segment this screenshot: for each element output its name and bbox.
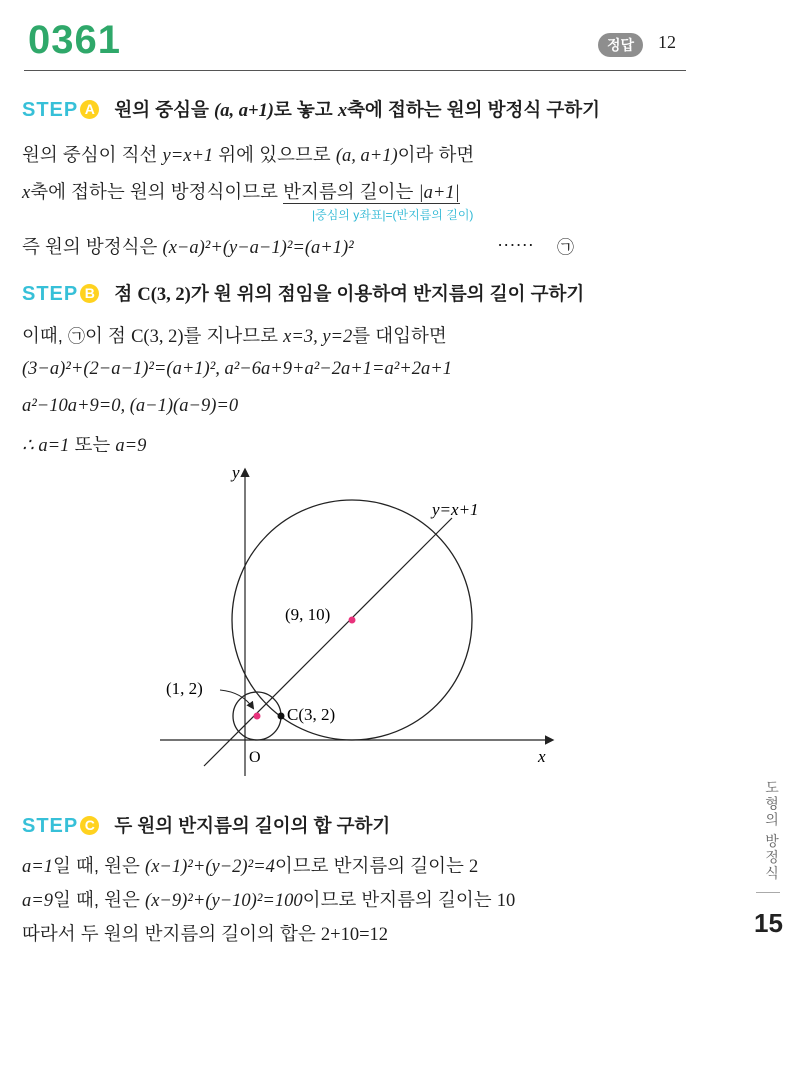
text: 즉 원의 방정식은 <box>22 236 163 257</box>
small-center-dot <box>254 713 261 720</box>
step-a-line-1 <box>22 141 474 167</box>
circle-equation: (x−a)²+(y−a−1)²=(a+1)² <box>162 238 354 258</box>
step-b-label: STEP <box>22 283 79 305</box>
small-center-label: (1, 2) <box>166 679 203 698</box>
math: x <box>22 183 31 203</box>
step-a-title-part: 축에 접하는 원의 방정식 구하기 <box>347 99 600 120</box>
text: 를 지나므로 <box>183 325 284 346</box>
math: x=3, y=2 <box>283 327 353 347</box>
step-c-title: 두 원의 반지름의 길이의 합 구하기 <box>114 815 391 836</box>
math: (x−9)²+(y−10)²=100 <box>145 891 303 911</box>
step-a-line-3 <box>22 233 574 259</box>
step-c-line-1 <box>22 852 478 878</box>
step-a-title-part: 로 놓고 <box>273 99 338 120</box>
math: (x−1)²+(y−2)²=4 <box>145 857 275 877</box>
text: 가 원 위의 점임을 이용하여 반지름의 길이 구하기 <box>190 283 585 304</box>
circle-graph <box>150 458 570 778</box>
text: 이 점 <box>85 325 132 346</box>
step-b-heading <box>22 280 584 306</box>
step-c-letter-icon: C <box>80 816 99 835</box>
text: 를 대입하면 <box>352 325 447 346</box>
header-divider <box>24 70 686 71</box>
y-axis-label: y <box>232 463 240 482</box>
step-b-line-3: a²−10a+9=0, (a−1)(a−9)=0 <box>22 396 239 416</box>
large-center-label: (9, 10) <box>285 605 331 624</box>
leader-arrow <box>220 690 253 708</box>
circled-mark-icon: ㉠ <box>557 238 574 257</box>
text: 반지름의 길이는 <box>283 181 419 202</box>
math: y=x+1 <box>162 146 214 166</box>
step-a-heading <box>22 96 600 122</box>
math: (a, a+1) <box>335 146 398 166</box>
origin-label: O <box>249 749 261 766</box>
math: a=1 <box>22 857 53 877</box>
text: 축에 접하는 원의 방정식이므로 <box>30 181 284 202</box>
problem-number: 0361 <box>28 18 121 62</box>
step-a-letter-icon: A <box>80 100 99 119</box>
step-a-label: STEP <box>22 99 79 121</box>
math: a=9 <box>115 436 147 456</box>
text: 이므로 반지름의 길이는 <box>302 889 497 910</box>
text: 위에 있으므로 <box>213 144 336 165</box>
step-c-line-3 <box>22 920 388 946</box>
math: C(3, 2) <box>137 285 191 305</box>
math: 10 <box>496 891 516 911</box>
page-number: 15 <box>754 908 783 938</box>
step-a-title-x: x <box>337 101 348 121</box>
point-c-dot <box>278 713 285 720</box>
step-c-line-2 <box>22 886 515 912</box>
answer-badge: 정답 <box>598 33 643 57</box>
side-divider <box>756 892 780 893</box>
line-y-eq-x-plus-1 <box>204 518 452 766</box>
text: 점 <box>114 283 138 304</box>
math: a=9 <box>22 891 53 911</box>
math: 2+10=12 <box>320 925 389 945</box>
text: 이때, <box>22 325 69 346</box>
step-a-title-part: 원의 중심을 <box>114 99 215 120</box>
text: 이므로 반지름의 길이는 <box>274 855 470 876</box>
text: 또는 <box>69 434 116 455</box>
dots: ······ <box>497 233 534 254</box>
step-b-line-1 <box>22 322 447 348</box>
math: 2 <box>469 857 479 877</box>
step-b-line-2: (3−a)²+(2−a−1)²=(a+1)², a²−6a+9+a²−2a+1=a²+2a+1 <box>22 359 453 379</box>
line-label: y=x+1 <box>432 500 479 519</box>
math: |a+1| <box>418 183 460 203</box>
step-b-line-4 <box>22 431 146 457</box>
text: 이라 하면 <box>397 144 475 165</box>
step-c-label: STEP <box>22 815 79 837</box>
step-a-line-2 <box>22 178 460 204</box>
text: 일 때, 원은 <box>52 855 146 876</box>
answer-value: 12 <box>658 32 676 52</box>
step-b-title <box>114 283 584 304</box>
circled-mark-icon: ㉠ <box>68 327 86 346</box>
chapter-side-text: 도형의 방정식 <box>764 780 780 882</box>
step-c-heading <box>22 812 390 838</box>
step-a-title <box>114 99 600 120</box>
step-b-letter-icon: B <box>80 284 99 303</box>
annotation-note: |중심의 y좌표|=(반지름의 길이) <box>312 208 474 222</box>
math: ∴ a=1 <box>22 436 70 456</box>
x-axis-label: x <box>538 747 546 766</box>
text: 원의 중심이 직선 <box>22 144 163 165</box>
step-a-title-center: (a, a+1) <box>214 101 274 121</box>
point-c-label: C(3, 2) <box>287 705 336 724</box>
large-center-dot <box>349 617 356 624</box>
math: C(3, 2) <box>131 327 184 347</box>
radius-underlined <box>283 181 460 204</box>
text: 따라서 두 원의 반지름의 길이의 합은 <box>22 923 321 944</box>
text: 일 때, 원은 <box>52 889 146 910</box>
